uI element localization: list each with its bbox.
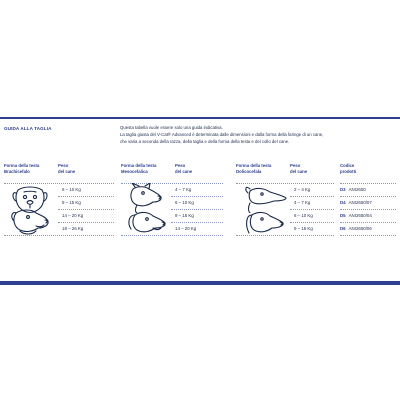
divider <box>58 222 114 223</box>
size-code: D4 <box>340 200 346 205</box>
intro-text <box>120 124 396 145</box>
divider <box>58 196 114 197</box>
size-code: D5 <box>340 213 346 218</box>
weight-row: 18 – 26 Kg <box>62 226 84 231</box>
product-code-label: Codice prodotti <box>340 163 357 174</box>
head-shape-label: Forma della testa Mesocefalica <box>121 163 157 174</box>
weight-row: 6 – 10 Kg <box>62 187 81 192</box>
weight-row: 2 – 4 Kg <box>294 187 311 192</box>
weight-row: 14 – 20 Kg <box>175 226 197 231</box>
weight-row: 9 – 15 Kg <box>294 226 313 231</box>
size-code: D6 <box>340 226 346 231</box>
divider <box>4 183 114 184</box>
divider <box>340 222 396 223</box>
divider <box>340 183 396 184</box>
divider <box>340 209 396 210</box>
divider <box>58 209 114 210</box>
divider <box>340 196 396 197</box>
intro-line: La taglia giusta del V-Cat® Advanced è determinata dalle dimensioni e dalla forma della faringe di un cane, <box>120 132 324 137</box>
weight-label: Peso del cane <box>175 163 193 174</box>
head-shape-label: Forma della testa Dolicocefala <box>236 163 272 174</box>
product-code-row <box>340 187 366 192</box>
top-rule <box>0 117 400 119</box>
product-code: ANI2650/06 <box>348 226 372 231</box>
size-code: D3 <box>340 187 346 192</box>
weight-row: 9 – 15 Kg <box>175 213 194 218</box>
rottweiler-head-icon <box>8 207 52 237</box>
weight-row: 4 – 7 Kg <box>294 200 311 205</box>
weight-label: Peso del cane <box>58 163 76 174</box>
weight-row: 4 – 7 Kg <box>175 187 192 192</box>
weight-row: 9 – 15 Kg <box>62 200 81 205</box>
divider <box>340 235 396 236</box>
weight-row: 6 – 10 Kg <box>175 200 194 205</box>
product-code: ANI2650/04 <box>348 213 372 218</box>
weight-label: Peso del cane <box>290 163 308 174</box>
product-code-row <box>340 213 372 218</box>
retriever-head-icon <box>123 209 169 237</box>
product-code-row <box>340 200 372 205</box>
hound-head-icon <box>240 209 288 237</box>
section-title: GUIDA ALLA TAGLIA <box>4 126 52 131</box>
intro-line: che varia a seconda della razza, della taglia e della forma della testa e del collo del cane. <box>120 139 290 144</box>
product-code: ANI2650 <box>348 187 366 192</box>
divider <box>290 222 334 223</box>
divider <box>171 196 223 197</box>
intro-line: Questa tabella vuole essere solo una guida indicativa. <box>120 125 223 130</box>
divider <box>290 196 334 197</box>
divider <box>171 209 223 210</box>
product-code: ANI2650/07 <box>348 200 372 205</box>
divider <box>171 222 223 223</box>
head-shape-label: Forma della testa Brachicefalo <box>4 163 40 174</box>
divider <box>290 209 334 210</box>
product-code-row <box>340 226 372 231</box>
bottom-rule <box>0 281 400 285</box>
weight-row: 14 – 20 Kg <box>62 213 84 218</box>
weight-row: 6 – 10 Kg <box>294 213 313 218</box>
